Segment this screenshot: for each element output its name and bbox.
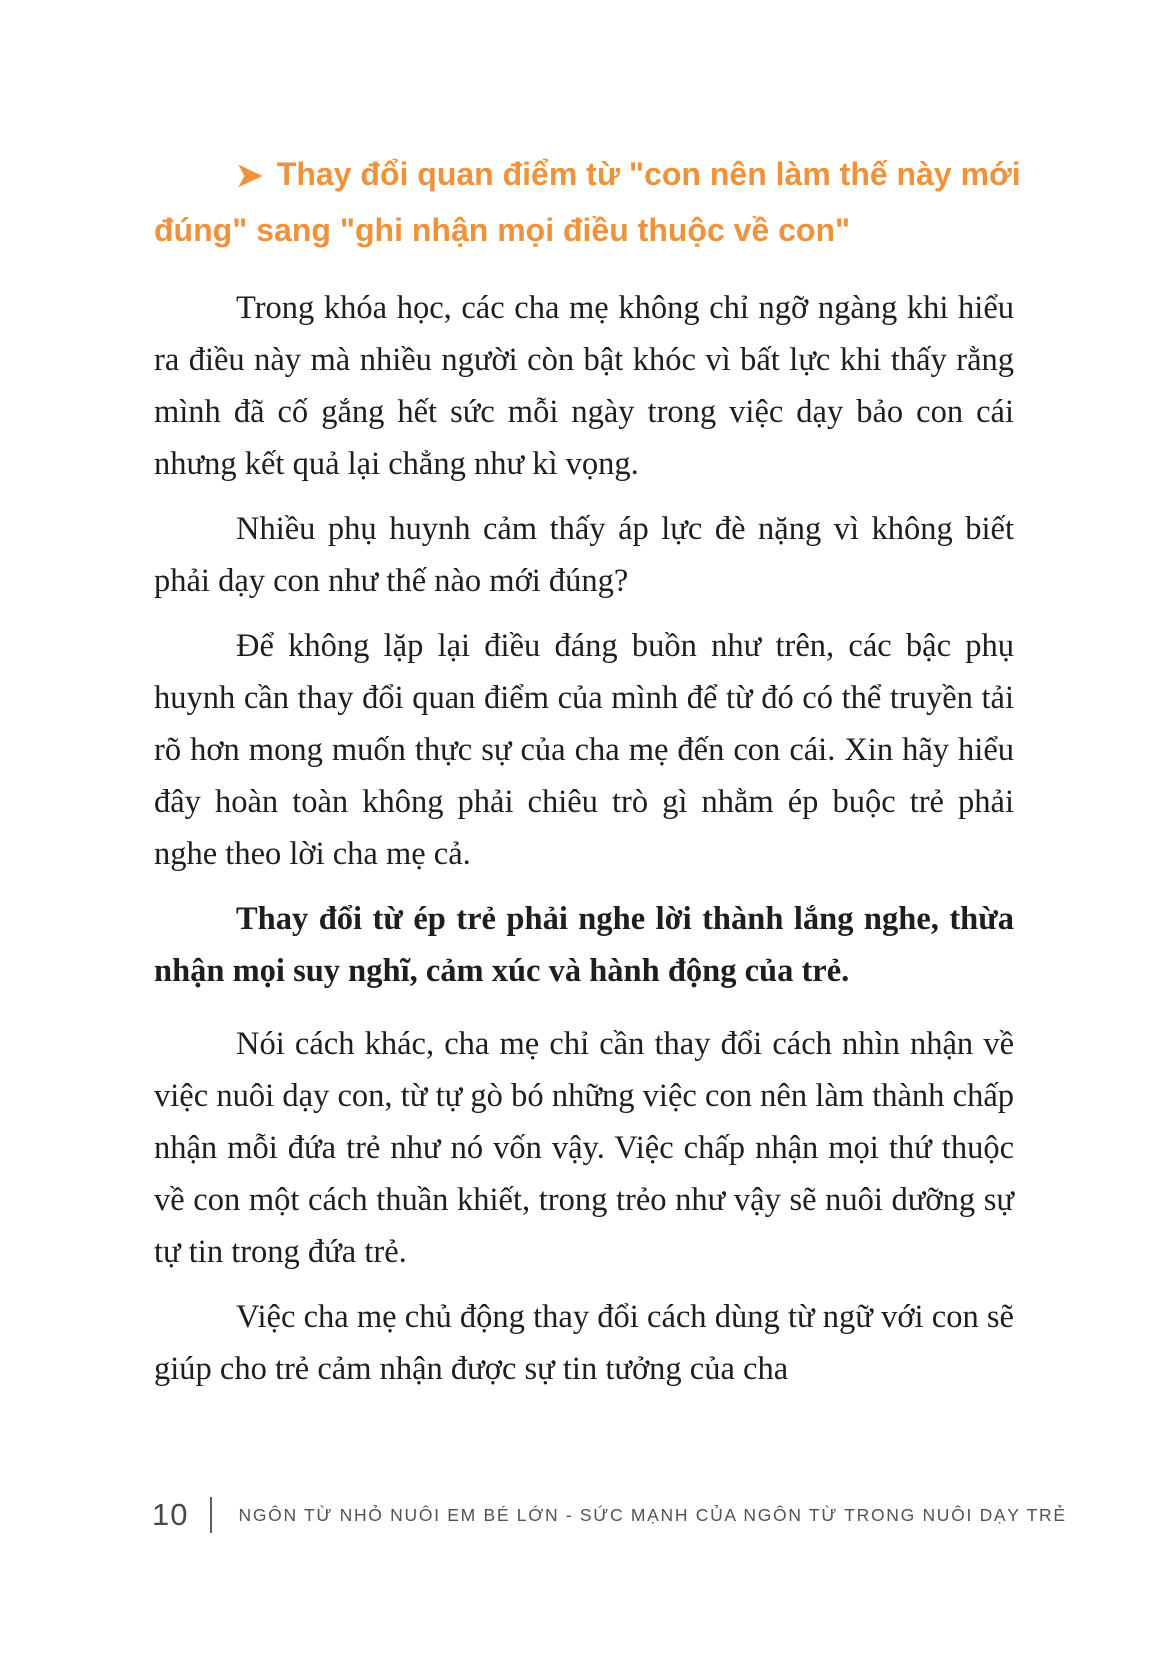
section-heading-line-1 [154, 146, 1021, 202]
paragraph-4-emphasis: Thay đổi từ ép trẻ phải nghe lời thành lắng nghe, thừa nhận mọi suy nghĩ, cảm xúc và hành động của trẻ. [154, 901, 1014, 989]
paragraph-6: Việc cha mẹ chủ động thay đổi cách dùng từ ngữ với con sẽ giúp cho trẻ cảm nhận được sự tin tưởng của cha [154, 1299, 1014, 1387]
paragraph-2: Nhiều phụ huynh cảm thấy áp lực đè nặng vì không biết phải dạy con như thế nào mới đúng? [154, 511, 1014, 599]
section-heading [154, 146, 1021, 258]
arrow-bullet-icon: ➤ [236, 157, 263, 193]
page-number: 10 [152, 1497, 189, 1532]
section-heading-text-1: Thay đổi quan điểm từ "con nên làm thế này mới [276, 156, 1021, 192]
text-column [154, 146, 1021, 1408]
paragraph-3: Để không lặp lại điều đáng buồn như trên, các bậc phụ huynh cần thay đổi quan điểm của mình để từ đó có thể truyền tải rõ hơn mong muốn thực sự của cha mẹ đến con cái. Xin hãy hiểu đây hoàn toàn không phải chiêu trò gì nhằm ép buộc trẻ phải nghe theo lời cha mẹ cả. [154, 628, 1014, 872]
footer-divider [210, 1497, 212, 1533]
paragraph-5: Nói cách khác, cha mẹ chỉ cần thay đổi cách nhìn nhận về việc nuôi dạy con, từ tự gò bó những việc con nên làm thành chấp nhận mỗi đứa trẻ như nó vốn vậy. Việc chấp nhận mọi thứ thuộc về con một cách thuần khiết, trong trẻo như vậy sẽ nuôi dưỡng sự tự tin trong đứa trẻ. [154, 1026, 1014, 1270]
running-footer-title: NGÔN TỪ NHỎ NUÔI EM BÉ LỚN - SỨC MẠNH CỦA NGÔN TỪ TRONG NUÔI DẠY TRẺ [238, 1504, 1067, 1525]
paragraph-1: Trong khóa học, các cha mẹ không chỉ ngỡ ngàng khi hiểu ra điều này mà nhiều người còn bật khóc vì bất lực khi thấy rằng mình đã cố gắng hết sức mỗi ngày trong việc dạy bảo con cái nhưng kết quả lại chẳng như kì vọng. [154, 290, 1014, 482]
section-heading-line-2: đúng" sang "ghi nhận mọi điều thuộc về con" [154, 212, 851, 248]
page-footer [152, 1497, 1067, 1533]
